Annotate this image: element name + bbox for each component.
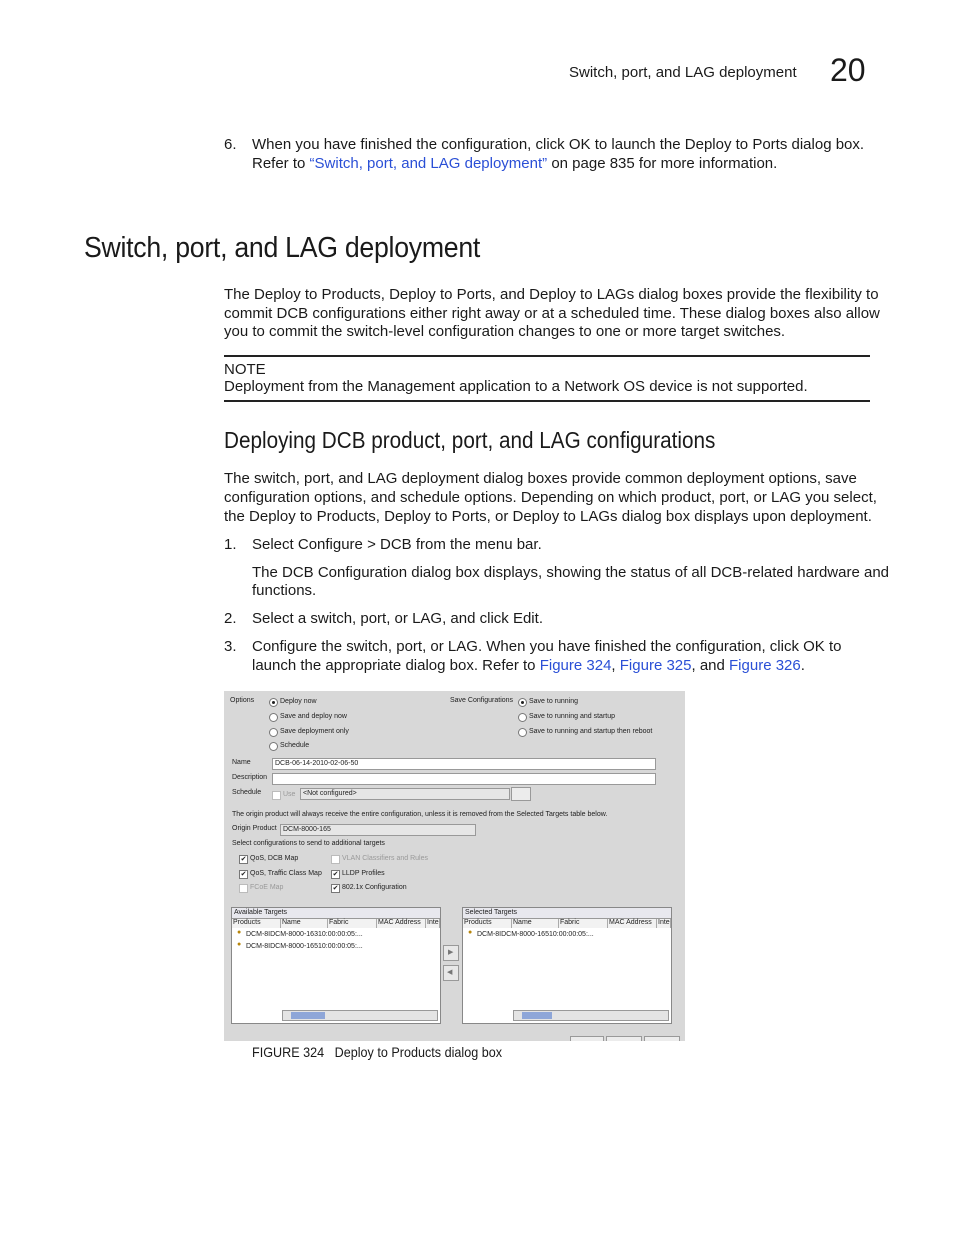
- deploy-to-products-label: Deploy to Products: [254, 286, 381, 303]
- option-label: Schedule: [280, 742, 310, 749]
- available-targets-header: [232, 908, 440, 919]
- vlan-classifiers-checkbox[interactable]: [331, 855, 340, 864]
- dot1x-configuration-checkbox[interactable]: ✔: [332, 885, 339, 892]
- subsection-title: Deploying DCB product, port, and LAG configurations: [224, 427, 716, 453]
- description-label: Description: [232, 774, 268, 781]
- text: , and: [691, 657, 730, 674]
- available-targets-panel: [231, 907, 441, 1024]
- dialog-button[interactable]: [606, 1036, 642, 1041]
- column-label: Inte: [658, 919, 670, 926]
- horizontal-scrollbar[interactable]: [513, 1010, 669, 1021]
- para2-line-2: configuration options, and schedule options. Depending on which product, port, or LAG you select,: [224, 489, 877, 506]
- column-header[interactable]: [512, 919, 559, 928]
- deploy-now-radio[interactable]: [269, 698, 278, 707]
- text: ,: [380, 286, 390, 303]
- step-6-number: 6.: [224, 136, 237, 153]
- text: The: [224, 286, 255, 303]
- text: Select: [252, 536, 298, 553]
- figure-caption: [252, 1044, 502, 1060]
- switch-icon: ●: [237, 929, 242, 936]
- text: .: [800, 657, 805, 674]
- table-row[interactable]: DCM-8IDCM-8000-16510:00:00:05:...: [477, 931, 594, 938]
- column-header[interactable]: [608, 919, 657, 928]
- text: When you have finished the configuration, click: [252, 136, 569, 153]
- dcb-configuration-label: DCB Configuration: [282, 564, 408, 581]
- text: , and: [491, 286, 530, 303]
- column-label: Products: [464, 919, 492, 926]
- save-option-label: Save to running and startup then reboot: [529, 728, 653, 735]
- text: Refer to: [252, 155, 310, 172]
- horizontal-scrollbar[interactable]: [282, 1010, 438, 1021]
- origin-product-field: [280, 824, 476, 836]
- text: the: [224, 508, 250, 525]
- para2-line-3: [224, 507, 872, 526]
- config-label: QoS, Traffic Class Map: [250, 870, 322, 877]
- running-header-title: Switch, port, and LAG deployment: [569, 64, 797, 81]
- column-label: Name: [282, 919, 301, 926]
- origin-note: The origin product will always receive the entire configuration, unless it is removed from the Selected Targets table below.: [232, 811, 608, 818]
- qos-traffic-class-map-checkbox[interactable]: ✔: [240, 871, 247, 878]
- save-to-running-radio[interactable]: [518, 698, 527, 707]
- text: on page 835 for more information.: [547, 155, 778, 172]
- name-label: Name: [232, 759, 251, 766]
- column-header[interactable]: [463, 919, 512, 928]
- intro-line-3: you to commit the switch-level configuration changes to one or more target switches.: [224, 323, 786, 340]
- ok-label: OK: [803, 638, 825, 655]
- switch-icon: ●: [237, 941, 242, 948]
- save-option-label: Save to running: [529, 698, 579, 705]
- description-field[interactable]: [272, 773, 656, 785]
- column-header[interactable]: [426, 919, 440, 928]
- step-6-line-1: [252, 135, 864, 154]
- figure-number: FIGURE 324: [252, 1044, 325, 1060]
- selected-targets-title: Selected Targets: [465, 909, 518, 916]
- use-label: Use: [283, 791, 296, 798]
- name-field[interactable]: [272, 758, 656, 770]
- deploy-to-lags-label: Deploy to LAGs: [512, 508, 618, 525]
- origin-product-label: Origin Product: [232, 825, 277, 832]
- note-bottom-rule: [224, 400, 870, 402]
- column-label: Name: [513, 919, 532, 926]
- text: , or: [486, 508, 513, 525]
- text: .: [538, 610, 543, 627]
- text: dialog box displays, showing the status of all DCB-related hardware and: [407, 564, 890, 581]
- dialog-button[interactable]: [570, 1036, 604, 1041]
- note-text: Deployment from the Management application to a Network OS device is not supported.: [224, 378, 808, 395]
- edit-label: Edit: [512, 610, 539, 627]
- config-label: QoS, DCB Map: [250, 855, 299, 862]
- text: The: [252, 564, 283, 581]
- figure-326-link[interactable]: Figure 326: [729, 657, 801, 674]
- dialog-button[interactable]: [644, 1036, 680, 1041]
- arrow-right-icon: ▶: [448, 949, 454, 956]
- step-3-number: 3.: [224, 638, 237, 655]
- table-row[interactable]: DCM-8IDCM-8000-16310:00:00:05:...: [246, 931, 363, 938]
- options-label: Options: [230, 697, 255, 704]
- save-and-deploy-now-radio[interactable]: [269, 713, 278, 722]
- chapter-number: 20: [830, 52, 866, 88]
- config-label: LLDP Profiles: [342, 870, 385, 877]
- column-header[interactable]: [377, 919, 426, 928]
- text: to launch the: [590, 136, 685, 153]
- intro-line-1: [224, 285, 879, 304]
- text: Select a switch, port, or LAG, and click: [252, 610, 513, 627]
- save-option-label: Save to running and startup: [529, 713, 616, 720]
- step-2-number: 2.: [224, 610, 237, 627]
- origin-product-value: DCM-8000-165: [283, 826, 331, 833]
- save-configurations-label: Save Configurations: [450, 697, 514, 704]
- deploy-to-products-label: Deploy to Products: [249, 508, 376, 525]
- menu-path-label: Configure > DCB: [297, 536, 412, 553]
- column-header[interactable]: [281, 919, 328, 928]
- column-header[interactable]: [232, 919, 281, 928]
- config-label: VLAN Classifiers and Rules: [342, 855, 428, 862]
- qos-dcb-map-checkbox[interactable]: ✔: [240, 856, 247, 863]
- text: dialog boxes provide the flexibility to: [634, 286, 879, 303]
- remove-target-button[interactable]: [443, 965, 459, 981]
- save-to-running-and-startup-radio[interactable]: [518, 713, 527, 722]
- step-1-number: 1.: [224, 536, 237, 553]
- text: dialog box displays upon deployment.: [617, 508, 872, 525]
- column-label: Fabric: [329, 919, 349, 926]
- step-1-result-line-1: [252, 563, 889, 582]
- figure-title: Deploy to Products dialog box: [334, 1044, 503, 1060]
- deploy-to-ports-label: Deploy to Ports: [684, 136, 788, 153]
- fcoe-map-checkbox[interactable]: [239, 884, 248, 893]
- column-header[interactable]: [328, 919, 377, 928]
- option-label: Save and deploy now: [280, 713, 347, 720]
- available-targets-title: Available Targets: [234, 909, 288, 916]
- column-header[interactable]: [657, 919, 671, 928]
- step-3-line-1: [252, 637, 842, 656]
- step-1-result-line-2: functions.: [252, 582, 317, 599]
- column-label: Products: [233, 919, 261, 926]
- schedule-button[interactable]: [511, 787, 531, 801]
- step-3-line-2: [252, 656, 805, 675]
- deploy-to-lags-label: Deploy to LAGs: [529, 286, 635, 303]
- config-label: FCoE Map: [250, 884, 284, 891]
- text: dialog box.: [787, 136, 865, 153]
- select-configurations-label: Select configurations to send to additional targets: [232, 840, 385, 847]
- schedule-radio[interactable]: [269, 742, 278, 751]
- step-2-text: [252, 609, 543, 628]
- arrow-left-icon: ◀: [447, 969, 453, 976]
- deploy-to-ports-label: Deploy to Ports: [384, 508, 487, 525]
- schedule-value: <Not configured>: [303, 790, 357, 797]
- figure-325-link[interactable]: Figure 325: [619, 657, 692, 674]
- note-top-rule: [224, 355, 870, 357]
- column-label: Fabric: [560, 919, 580, 926]
- step-6-line-2: [252, 154, 777, 173]
- intro-line-2: commit DCB configurations either right away or at a scheduled time. These dialog boxes also allow: [224, 305, 880, 322]
- add-target-button[interactable]: [443, 945, 459, 961]
- switch-icon: ●: [468, 929, 473, 936]
- deploy-to-ports-label: Deploy to Ports: [389, 286, 492, 303]
- figure-324-link[interactable]: Figure 324: [539, 657, 612, 674]
- schedule-label: Schedule: [232, 789, 262, 796]
- name-value: DCB-06-14-2010-02-06-50: [275, 760, 359, 767]
- option-label: Deploy now: [280, 698, 317, 705]
- config-label: 802.1x Configuration: [342, 884, 407, 891]
- note-label: NOTE: [224, 361, 266, 378]
- column-label: Inte: [427, 919, 439, 926]
- schedule-field[interactable]: [300, 788, 510, 800]
- selected-targets-panel: [462, 907, 672, 1024]
- column-label: MAC Address: [609, 919, 652, 926]
- lldp-profiles-checkbox[interactable]: ✔: [332, 871, 339, 878]
- cross-reference-link[interactable]: “Switch, port, and LAG deployment”: [309, 155, 548, 172]
- table-row[interactable]: DCM-8IDCM-8000-16510:00:00:05:...: [246, 943, 363, 950]
- step-1-text: [252, 535, 542, 554]
- text: launch the appropriate dialog box. Refer to: [252, 657, 540, 674]
- section-title: Switch, port, and LAG deployment: [84, 232, 481, 264]
- text: from the menu bar.: [411, 536, 542, 553]
- use-checkbox[interactable]: [272, 791, 281, 800]
- para2-line-1: The switch, port, and LAG deployment dialog boxes provide common deployment options, save: [224, 470, 857, 487]
- column-header[interactable]: [559, 919, 608, 928]
- text: ,: [375, 508, 385, 525]
- save-and-reboot-radio[interactable]: [518, 728, 527, 737]
- deploy-to-products-dialog: [224, 691, 685, 1041]
- ok-label: OK: [568, 136, 591, 153]
- selected-targets-header: [463, 908, 671, 919]
- text: Configure the switch, port, or LAG. When you have finished the configuration, click: [252, 638, 804, 655]
- column-label: MAC Address: [378, 919, 421, 926]
- text: ,: [611, 657, 620, 674]
- option-label: Save deployment only: [280, 728, 349, 735]
- text: to: [824, 638, 842, 655]
- save-deployment-only-radio[interactable]: [269, 728, 278, 737]
